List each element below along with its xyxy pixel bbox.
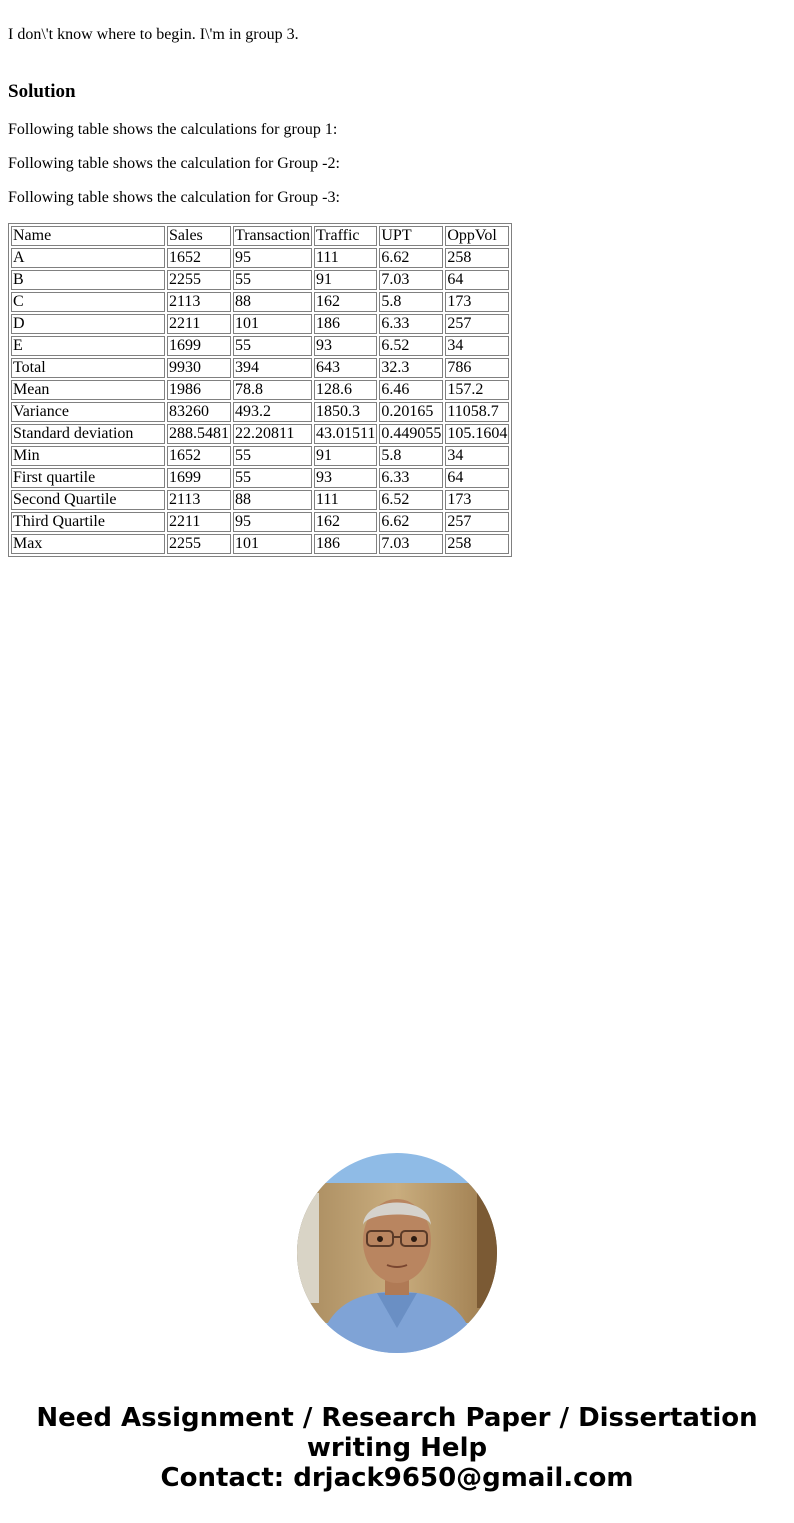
table-cell: 32.3 (379, 358, 443, 378)
table-cell: Max (11, 534, 165, 554)
table-cell: 6.52 (379, 490, 443, 510)
table-cell: 6.46 (379, 380, 443, 400)
table-cell: 2211 (167, 512, 231, 532)
footer-line-1: Need Assignment / Research Paper / Dissertation (36, 1403, 758, 1433)
table-row (11, 512, 509, 532)
table-cell: 162 (314, 512, 377, 532)
table-cell: 7.03 (379, 534, 443, 554)
footer-advertisement (0, 1403, 794, 1493)
footer-contact: Contact: drjack9650@gmail.com (160, 1463, 634, 1493)
table-header-row (11, 226, 509, 246)
table-row (11, 248, 509, 268)
table-cell: 93 (314, 336, 377, 356)
table-cell: 6.62 (379, 512, 443, 532)
table-cell: Mean (11, 380, 165, 400)
table-cell: 0.449055 (381, 425, 442, 442)
table-cell: 64 (445, 468, 509, 488)
table-cell: 5.8 (379, 292, 443, 312)
table-cell: 288.5481 (169, 425, 229, 442)
table-cell: 64 (445, 270, 509, 290)
table-cell: 83260 (167, 402, 231, 422)
table-cell: 55 (233, 468, 312, 488)
solution-paragraph-group-1: Following table shows the calculations for group 1: (8, 121, 338, 138)
table-row (11, 292, 509, 312)
table-cell: 91 (314, 446, 377, 466)
table-cell: 1850.3 (314, 402, 377, 422)
table-cell: 786 (445, 358, 509, 378)
table-cell: 173 (445, 292, 509, 312)
table-row (11, 446, 509, 466)
table-cell: 95 (233, 248, 312, 268)
table-header-cell: Name (11, 226, 165, 246)
table-cell: 22.20811 (233, 424, 312, 444)
table-cell: 257 (445, 314, 509, 334)
table-cell: 43.01511 (315, 425, 376, 442)
table-cell: 95 (233, 512, 312, 532)
table-cell: 111 (314, 248, 377, 268)
table-cell: Standard deviation (11, 424, 165, 444)
table-cell: 6.33 (379, 314, 443, 334)
table-row (11, 270, 509, 290)
table-row (11, 358, 509, 378)
table-cell: 257 (445, 512, 509, 532)
table-cell: Third Quartile (11, 512, 165, 532)
table-cell: 0.20165 (379, 402, 443, 422)
table-header-cell: Traffic (314, 226, 377, 246)
table-cell: E (11, 336, 165, 356)
table-cell: 11058.7 (445, 402, 509, 422)
question-text: I don\'t know where to begin. I\'m in group 3. (8, 26, 299, 43)
table-cell: 9930 (167, 358, 231, 378)
statistics-table (8, 223, 512, 557)
table-cell: 2255 (167, 534, 231, 554)
table-row (11, 424, 509, 444)
table-cell: Second Quartile (11, 490, 165, 510)
table-cell: 173 (445, 490, 509, 510)
table-cell: 1652 (167, 446, 231, 466)
table-cell: 6.33 (379, 468, 443, 488)
table-row (11, 336, 509, 356)
table-row (11, 490, 509, 510)
table-cell: 93 (314, 468, 377, 488)
table-cell: 1986 (167, 380, 231, 400)
table-cell: 157.2 (445, 380, 509, 400)
table-cell: 1699 (167, 336, 231, 356)
table-header-cell: Transaction (235, 227, 310, 244)
table-cell: B (11, 270, 165, 290)
table-cell: 6.62 (379, 248, 443, 268)
table-row (11, 380, 509, 400)
table-cell: 91 (314, 270, 377, 290)
table-cell: 88 (233, 292, 312, 312)
table-cell: 55 (233, 270, 312, 290)
table-cell: 128.6 (314, 380, 377, 400)
table-cell: 34 (445, 446, 509, 466)
table-cell: 1699 (167, 468, 231, 488)
table-cell: A (11, 248, 165, 268)
table-cell: 186 (314, 314, 377, 334)
table-cell: 7.03 (379, 270, 443, 290)
table-cell: Min (11, 446, 165, 466)
table-cell: 101 (233, 534, 312, 554)
table-cell: 1652 (167, 248, 231, 268)
solution-paragraph-group-3: Following table shows the calculation for Group -3: (8, 189, 340, 206)
table-cell: 2113 (167, 490, 231, 510)
table-cell: 88 (233, 490, 312, 510)
solution-heading: Solution (8, 81, 76, 102)
table-cell: 55 (233, 336, 312, 356)
table-cell: 2211 (167, 314, 231, 334)
table-cell: 2255 (167, 270, 231, 290)
table-cell: Total (11, 358, 165, 378)
table-cell: 105.1604 (447, 425, 508, 442)
table-cell: 111 (314, 490, 377, 510)
table-cell: Variance (11, 402, 165, 422)
table-cell: 493.2 (233, 402, 312, 422)
table-header-cell: Sales (167, 226, 231, 246)
table-header-cell: OppVol (445, 226, 509, 246)
table-row (11, 314, 509, 334)
solution-paragraph-group-2: Following table shows the calculation for Group -2: (8, 155, 340, 172)
table-row (11, 468, 509, 488)
table-cell: 78.8 (233, 380, 312, 400)
table-cell: 643 (314, 358, 377, 378)
table-cell: 394 (233, 358, 312, 378)
table-row (11, 534, 509, 554)
table-cell: C (11, 292, 165, 312)
author-avatar (297, 1153, 497, 1353)
table-cell: 55 (233, 446, 312, 466)
table-cell: 186 (314, 534, 377, 554)
table-cell: 258 (445, 534, 509, 554)
table-cell: 2113 (167, 292, 231, 312)
table-cell: 5.8 (379, 446, 443, 466)
table-cell: 162 (314, 292, 377, 312)
table-cell: 34 (445, 336, 509, 356)
table-cell: 101 (233, 314, 312, 334)
table-cell: 6.52 (379, 336, 443, 356)
table-header-cell: UPT (379, 226, 443, 246)
table-cell: 258 (445, 248, 509, 268)
table-cell: D (11, 314, 165, 334)
person-portrait-icon (297, 1153, 497, 1353)
footer-line-2: writing Help (306, 1433, 488, 1463)
table-row (11, 402, 509, 422)
table-cell: First quartile (11, 468, 165, 488)
